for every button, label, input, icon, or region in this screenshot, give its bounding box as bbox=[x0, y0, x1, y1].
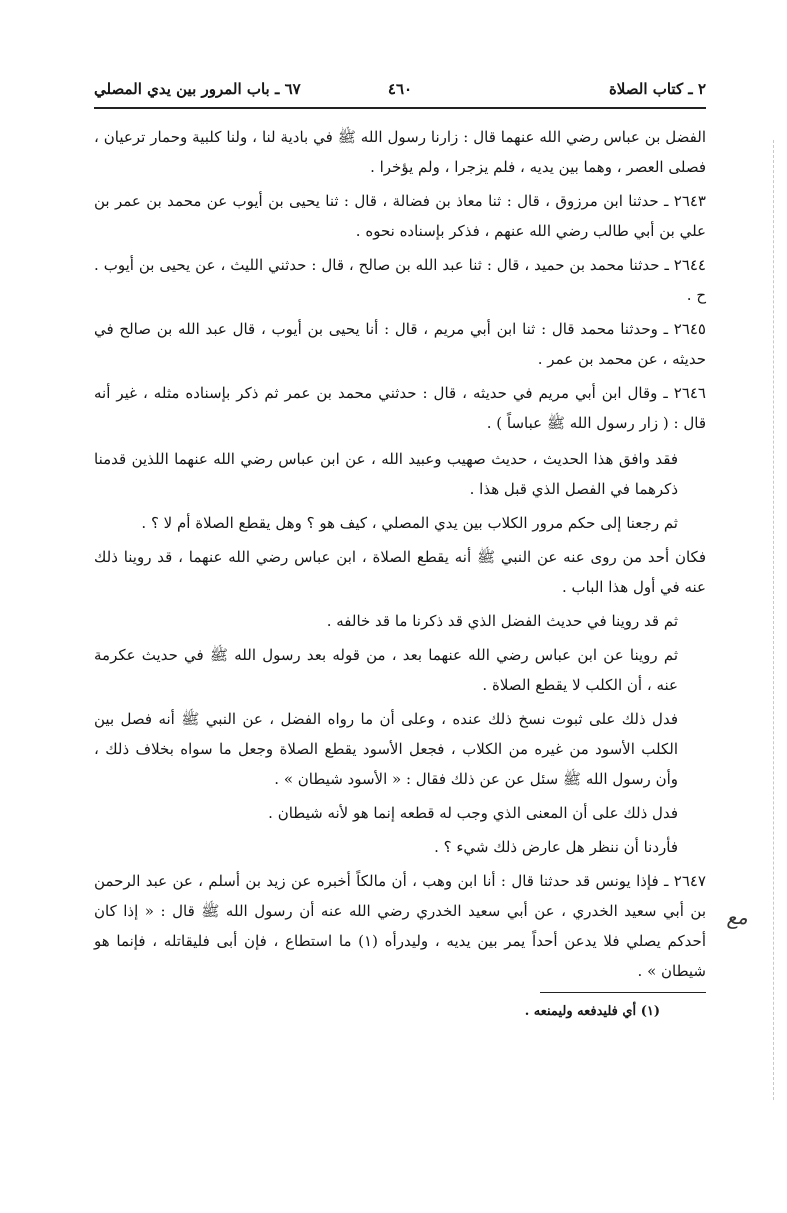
footnote-rule bbox=[540, 992, 706, 993]
commentary-paragraph: ثم روينا عن ابن عباس رضي الله عنهما بعد ، من قوله بعد رسول الله ﷺ في حديث عكرمة عنه ، أن الكلب لا يقطع الصلاة . bbox=[94, 646, 678, 694]
running-header bbox=[94, 78, 706, 104]
commentary-paragraph: فأردنا أن ننظر هل عارض ذلك شيء ؟ . bbox=[434, 838, 678, 856]
commentary-paragraph: فكان أحد من روى عنه عن النبي ﷺ أنه يقطع الصلاة ، ابن عباس رضي الله عنهما ، قد روينا ذلك عنه في أول هذا الباب . bbox=[94, 548, 706, 596]
chapter-title: ٢ ـ كتاب الصلاة bbox=[608, 80, 706, 98]
hadith-2644: ٢٦٤٤ ـ حدثنا محمد بن حميد ، قال : ثنا عبد الله بن صالح ، قال : حدثني الليث ، عن يحيى بن أيوب . ح . bbox=[94, 256, 706, 304]
hadith-2643: ٢٦٤٣ ـ حدثنا ابن مرزوق ، قال : ثنا معاذ بن فضالة ، قال : ثنا يحيى بن أيوب عن محمد بن عمر بن علي بن أبي طالب رضي الله عنهم ، فذكر بإسناده نحوه . bbox=[94, 192, 706, 240]
section-title: ٦٧ ـ باب المرور بين يدي المصلي bbox=[94, 80, 301, 98]
hadith-2645: ٢٦٤٥ ـ وحدثنا محمد قال : ثنا ابن أبي مريم ، قال : أنا يحيى بن أيوب ، قال عبد الله بن صالح في حديثه ، عن محمد بن عمر . bbox=[94, 320, 706, 368]
commentary-paragraph: فقد وافق هذا الحديث ، حديث صهيب وعبيد الله ، عن ابن عباس رضي الله عنهما اللذين قدمنا ذكرهما في الفصل الذي قبل هذا . bbox=[94, 450, 678, 498]
commentary-paragraph: فدل ذلك على أن المعنى الذي وجب له قطعه إنما هو لأنه شيطان . bbox=[268, 804, 678, 822]
commentary-paragraph: ثم رجعنا إلى حكم مرور الكلاب بين يدي المصلي ، كيف هو ؟ وهل يقطع الصلاة أم لا ؟ . bbox=[141, 514, 678, 532]
commentary-paragraph: ثم قد روينا في حديث الفضل الذي قد ذكرنا ما قد خالفه . bbox=[326, 612, 678, 630]
main-text bbox=[94, 122, 706, 990]
hadith-2647: ٢٦٤٧ ـ فإذا يونس قد حدثنا قال : أنا ابن وهب ، أن مالكاً أخبره عن زيد بن أسلم ، عن عبد الرحمن بن أبي سعيد الخدري ، عن أبي سعيد الخدري رضي الله عنه أن رسول الله ﷺ قال : « إذا كان أحدكم يصلي فلا يدعن أحداً يمر بين يديه ، وليدرأه (١) ما استطاع ، فإن أبى فليقاتله ، فإنما هو شيطان » . bbox=[94, 872, 706, 980]
margin-guide-line bbox=[773, 140, 774, 1100]
footnote: (١) أي فليدفعه وليمنعه . bbox=[524, 1004, 660, 1019]
paragraph-continuation: الفضل بن عباس رضي الله عنهما قال : زارنا رسول الله ﷺ في بادية لنا ، ولنا كلبية وحمار ترعيان ، فصلى العصر ، وهما بين يديه ، فلم يزجرا ، ولم يؤخرا . bbox=[94, 128, 706, 176]
header-rule bbox=[94, 107, 706, 109]
commentary-paragraph: فدل ذلك على ثبوت نسخ ذلك عنده ، وعلى أن ما رواه الفضل ، عن النبي ﷺ أنه فصل بين الكلب الأسود من غيره من الكلاب ، فجعل الأسود يقطع الصلاة وجعل ما سواه بخلاف ذلك ، وأن رسول الله ﷺ سئل عن عن ذلك فقال : « الأسود شيطان » . bbox=[94, 710, 678, 788]
hadith-2646: ٢٦٤٦ ـ وقال ابن أبي مريم في حديثه ، قال : حدثني محمد بن عمر ثم ذكر بإسناده مثله ، غير أنه قال : ( زار رسول الله ﷺ عباساً ) . bbox=[94, 384, 706, 432]
handwritten-margin-note: مع bbox=[726, 905, 748, 929]
page-number: ٤٦٠ bbox=[387, 80, 413, 98]
